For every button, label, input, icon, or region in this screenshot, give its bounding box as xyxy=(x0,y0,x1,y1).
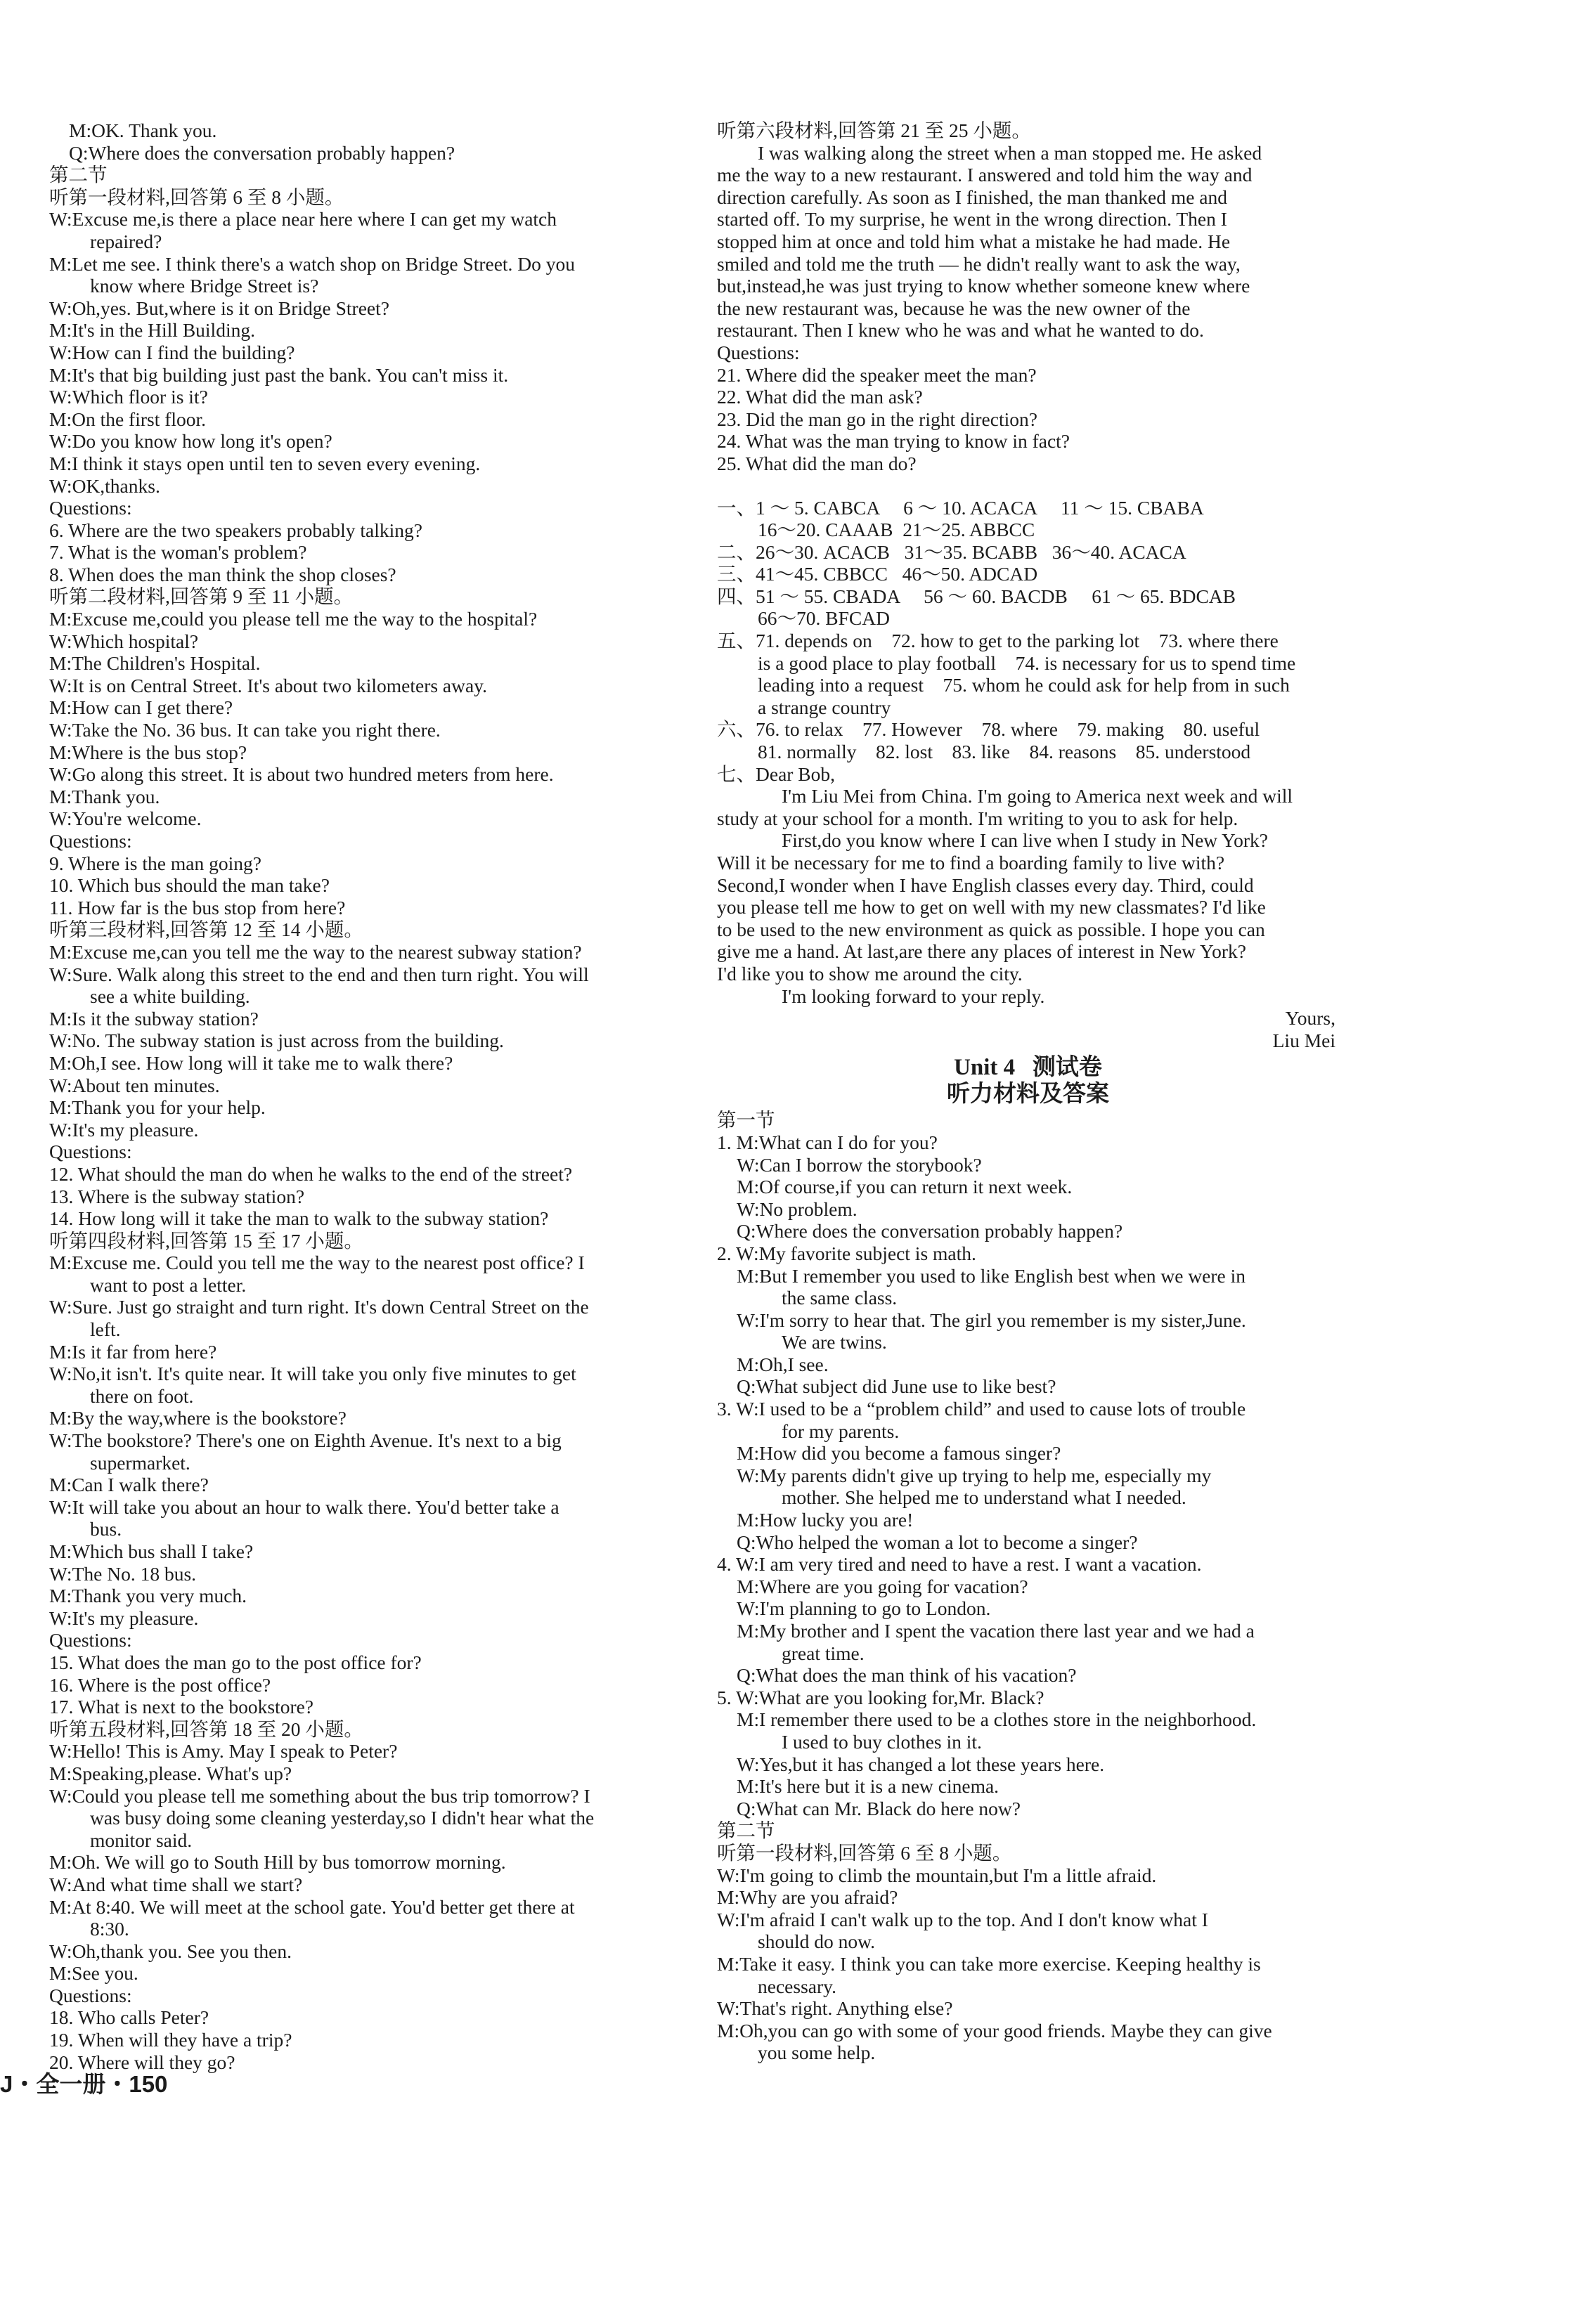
text-line: 17. What is next to the bookstore? xyxy=(49,1696,314,1718)
text-line: W:How can I find the building? xyxy=(49,341,295,363)
text-line: M:Is it the subway station? xyxy=(49,1007,259,1030)
text-line: M:I remember there used to be a clothes store in the neighborhood. xyxy=(737,1708,1257,1731)
text-line: M:Speaking,please. What's up? xyxy=(49,1762,292,1784)
text-line: 6. Where are the two speakers probably talking? xyxy=(49,519,422,541)
text-line: 听第一段材料,回答第 6 至 8 小题。 xyxy=(49,186,344,208)
text-line: Q:What can Mr. Black do here now? xyxy=(737,1797,1021,1819)
text-line: M:I think it stays open until ten to seven every evening. xyxy=(49,452,481,474)
text-line: Questions: xyxy=(49,1141,132,1163)
text-line: 5. W:What are you looking for,Mr. Black? xyxy=(717,1686,1044,1708)
text-line: M:Let me see. I think there's a watch shop on Bridge Street. Do you xyxy=(49,252,576,275)
text-line: W:No,it isn't. It's quite near. It will take you only five minutes to get xyxy=(49,1363,576,1385)
text-line: 12. What should the man do when he walks to the end of the street? xyxy=(49,1162,573,1185)
left-column xyxy=(49,119,675,2073)
text-line: First,do you know where I can live when I study in New York? xyxy=(782,829,1268,852)
text-line: 二、26～30. ACACB 31～35. BCABB 36～40. ACACA xyxy=(717,540,1186,563)
text-line: W:I'm sorry to hear that. The girl you remember is my sister,June. xyxy=(737,1309,1246,1331)
text-line: M:How lucky you are! xyxy=(737,1509,914,1531)
text-line: me the way to a new restaurant. I answered and told him the way and xyxy=(717,164,1253,186)
text-line: 7. What is the woman's problem? xyxy=(49,541,307,564)
text-line: the same class. xyxy=(782,1287,898,1309)
text-line: 8. When does the man think the shop closes? xyxy=(49,563,396,585)
text-line: M:OK. Thank you. xyxy=(69,119,217,141)
text-line: know where Bridge Street is? xyxy=(90,275,319,297)
text-line: 21. Where did the speaker meet the man? xyxy=(717,363,1037,386)
text-line: M:Excuse me. Could you tell me the way to the nearest post office? I xyxy=(49,1252,585,1274)
text-line: M:Excuse me,can you tell me the way to the nearest subway station? xyxy=(49,940,582,963)
text-line: repaired? xyxy=(90,230,162,252)
text-line: M:Excuse me,could you please tell me the way to the hospital? xyxy=(49,608,538,630)
text-line: M:Where are you going for vacation? xyxy=(737,1575,1028,1597)
text-line: 15. What does the man go to the post office for? xyxy=(49,1651,422,1673)
text-line: the new restaurant was, because he was the new owner of the xyxy=(717,297,1191,319)
text-line: W:It will take you about an hour to walk there. You'd better take a xyxy=(49,1495,559,1518)
text-line: 18. Who calls Peter? xyxy=(49,2006,209,2029)
text-line: direction carefully. As soon as I finished, the man thanked me and xyxy=(717,186,1227,208)
text-line: W:Take the No. 36 bus. It can take you right there. xyxy=(49,719,441,741)
text-line: 81. normally 82. lost 83. like 84. reasons 85. understood xyxy=(758,741,1251,763)
text-line: M:But I remember you used to like English best when we were in xyxy=(737,1264,1246,1287)
text-line: We are twins. xyxy=(782,1331,887,1353)
text-line: necessary. xyxy=(758,1975,836,1997)
text-line: 11. How far is the bus stop from here? xyxy=(49,896,346,918)
text-line: 2. W:My favorite subject is math. xyxy=(717,1242,976,1264)
text-line: Q:What does the man think of his vacation? xyxy=(737,1664,1077,1687)
text-line: should do now. xyxy=(758,1930,876,1953)
text-line: 22. What did the man ask? xyxy=(717,386,923,408)
text-line: W:I'm planning to go to London. xyxy=(737,1597,991,1620)
text-line: M:On the first floor. xyxy=(49,408,207,430)
text-line: I'm Liu Mei from China. I'm going to America next week and will xyxy=(782,785,1293,807)
text-line: M:It's that big building just past the bank. You can't miss it. xyxy=(49,363,509,386)
text-line: for my parents. xyxy=(782,1420,900,1442)
text-line: W:Could you please tell me something about the bus trip tomorrow? I xyxy=(49,1784,590,1807)
unit-subtitle: 听力材料及答案 xyxy=(947,1082,1109,1108)
text-line: 16. Where is the post office? xyxy=(49,1673,271,1696)
text-line: 1. M:What can I do for you? xyxy=(717,1131,938,1153)
text-line: W:Which hospital? xyxy=(49,630,199,652)
text-line: was busy doing some cleaning yesterday,so I didn't hear what the xyxy=(90,1807,595,1829)
text-line: 听第一段材料,回答第 6 至 8 小题。 xyxy=(717,1841,1012,1864)
section-gap xyxy=(717,475,1339,497)
text-line: supermarket. xyxy=(90,1451,190,1474)
right-column xyxy=(717,119,1339,2064)
text-line: I was walking along the street when a man stopped me. He asked xyxy=(758,141,1262,164)
text-line: 13. Where is the subway station? xyxy=(49,1185,305,1207)
letter-signature: Liu Mei xyxy=(1272,1029,1335,1051)
text-line: M:See you. xyxy=(49,1962,138,1985)
text-line: you some help. xyxy=(758,2041,876,2064)
text-line: M:At 8:40. We will meet at the school gate. You'd better get there at xyxy=(49,1895,575,1918)
text-line: 19. When will they have a trip? xyxy=(49,2029,292,2051)
text-line: to be used to the new environment as quick as possible. I hope you can xyxy=(717,918,1265,940)
text-line: W:Oh,thank you. See you then. xyxy=(49,1940,292,1962)
text-line: you please tell me how to get on well with my new classmates? I'd like xyxy=(717,896,1266,918)
text-line: M:It's here but it is a new cinema. xyxy=(737,1775,999,1798)
text-line: M:Where is the bus stop? xyxy=(49,741,247,763)
text-line: M:Thank you very much. xyxy=(49,1585,247,1607)
text-line: 3. W:I used to be a “problem child” and used to cause lots of trouble xyxy=(717,1398,1246,1420)
text-line: M:The Children's Hospital. xyxy=(49,652,261,675)
text-line: M:My brother and I spent the vacation there last year and we had a xyxy=(737,1620,1255,1642)
text-line: W:I'm afraid I can't walk up to the top. And I don't know what I xyxy=(717,1908,1208,1930)
text-line: study at your school for a month. I'm writing to you to ask for help. xyxy=(717,807,1238,829)
text-line: 第一节 xyxy=(717,1109,775,1131)
text-line: restaurant. Then I knew who he was and what he wanted to do. xyxy=(717,319,1204,342)
text-line: I used to buy clothes in it. xyxy=(782,1730,982,1753)
text-line: W:The No. 18 bus. xyxy=(49,1562,197,1585)
text-line: W:That's right. Anything else? xyxy=(717,1997,953,2020)
text-line: W:It's my pleasure. xyxy=(49,1118,199,1141)
text-line: W:About ten minutes. xyxy=(49,1074,220,1096)
text-line: 10. Which bus should the man take? xyxy=(49,874,330,897)
text-line: there on foot. xyxy=(90,1384,194,1407)
text-line: W:Sure. Walk along this street to the end and then turn right. You will xyxy=(49,963,589,985)
text-line: 16～20. CAAAB 21～25. ABBCC xyxy=(758,519,1035,541)
text-line: great time. xyxy=(782,1642,865,1664)
text-line: M:Oh. We will go to South Hill by bus tomorrow morning. xyxy=(49,1851,506,1874)
text-line: W:I'm going to climb the mountain,but I'm a little afraid. xyxy=(717,1864,1157,1886)
text-line: W:OK,thanks. xyxy=(49,474,160,497)
text-line: M:Thank you. xyxy=(49,785,160,807)
text-line: M:Oh,you can go with some of your good friends. Maybe they can give xyxy=(717,2019,1272,2041)
text-line: W:It is on Central Street. It's about two kilometers away. xyxy=(49,674,488,696)
text-line: 24. What was the man trying to know in fact? xyxy=(717,430,1070,453)
text-line: W:Hello! This is Amy. May I speak to Peter? xyxy=(49,1740,398,1763)
page-footer: J・全一册・150 xyxy=(0,2071,168,2097)
unit-title: Unit 4 测试卷 xyxy=(954,1055,1102,1081)
text-line: smiled and told me the truth — he didn't really want to ask the way, xyxy=(717,252,1241,275)
text-line: left. xyxy=(90,1318,121,1341)
text-line: monitor said. xyxy=(90,1829,193,1851)
listening-material-six xyxy=(717,119,1339,475)
text-line: 四、51 ～ 55. CBADA 56 ～ 60. BACDB 61 ～ 65. BDCAB xyxy=(717,585,1236,607)
text-line: W:Excuse me,is there a place near here where I can get my watch xyxy=(49,208,557,231)
text-line: W:Oh,yes. But,where is it on Bridge Street? xyxy=(49,297,389,319)
text-line: 听第四段材料,回答第 15 至 17 小题。 xyxy=(49,1229,363,1252)
text-line: Second,I wonder when I have English classes every day. Third, could xyxy=(717,874,1254,896)
text-line: W:You're welcome. xyxy=(49,807,202,830)
text-line: W:Yes,but it has changed a lot these years here. xyxy=(737,1753,1105,1775)
text-line: a strange country xyxy=(758,696,891,718)
text-line: 第二节 xyxy=(717,1819,775,1842)
text-line: M:Oh,I see. How long will it take me to walk there? xyxy=(49,1051,453,1074)
text-line: Questions: xyxy=(49,497,132,519)
text-line: Questions: xyxy=(49,1984,132,2006)
text-line: 第二节 xyxy=(49,164,108,186)
text-line: W:No problem. xyxy=(737,1197,858,1220)
text-line: M:Can I walk there? xyxy=(49,1474,209,1496)
answer-key xyxy=(717,497,1339,1008)
text-line: see a white building. xyxy=(90,985,250,1008)
text-line: 8:30. xyxy=(90,1918,129,1940)
text-line: 七、Dear Bob, xyxy=(717,762,836,785)
text-line: 66～70. BFCAD xyxy=(758,607,890,630)
text-line: W:No. The subway station is just across from the building. xyxy=(49,1030,504,1052)
text-line: W:Can I borrow the storybook? xyxy=(737,1153,982,1176)
text-line: 25. What did the man do? xyxy=(717,452,917,474)
text-line: Q:Who helped the woman a lot to become a singer? xyxy=(737,1531,1138,1553)
text-line: W:Which floor is it? xyxy=(49,386,208,408)
text-line: 14. How long will it take the man to walk to the subway station? xyxy=(49,1207,549,1230)
text-line: Q:What subject did June use to like best? xyxy=(737,1375,1056,1398)
text-line: 一、1 ～ 5. CABCA 6 ～ 10. ACACA 11 ～ 15. CBABA xyxy=(717,496,1204,519)
text-line: 23. Did the man go in the right direction? xyxy=(717,408,1037,430)
text-line: Questions: xyxy=(717,341,800,363)
text-line: W:My parents didn't give up trying to help me, especially my xyxy=(737,1464,1212,1486)
text-line: M:Which bus shall I take? xyxy=(49,1540,254,1562)
text-line: bus. xyxy=(90,1518,122,1540)
text-line: is a good place to play football 74. is necessary for us to spend time xyxy=(758,651,1296,674)
text-line: M:Thank you for your help. xyxy=(49,1096,266,1119)
text-line: 五、71. depends on 72. how to get to the parking lot 73. where there xyxy=(717,630,1279,652)
text-line: M:Take it easy. I think you can take more exercise. Keeping healthy is xyxy=(717,1952,1261,1975)
text-line: 听第三段材料,回答第 12 至 14 小题。 xyxy=(49,918,363,941)
text-line: but,instead,he was just trying to know whether someone knew where xyxy=(717,275,1250,297)
text-line: leading into a request 75. whom he could ask for help from in such xyxy=(758,674,1290,696)
text-line: Questions: xyxy=(49,1629,132,1651)
text-line: I'd like you to show me around the city. xyxy=(717,962,1023,985)
letter-closing: Yours, xyxy=(1285,1007,1335,1030)
text-line: M:How did you become a famous singer? xyxy=(737,1442,1061,1465)
text-line: started off. To my surprise, he went in the wrong direction. Then I xyxy=(717,208,1227,231)
text-line: M:Is it far from here? xyxy=(49,1340,217,1363)
text-line: M:Oh,I see. xyxy=(737,1353,829,1375)
text-line: M:It's in the Hill Building. xyxy=(49,319,255,342)
text-line: M:Why are you afraid? xyxy=(717,1886,898,1909)
text-line: stopped him at once and told him what a mistake he had made. He xyxy=(717,230,1231,252)
text-line: W:Go along this street. It is about two hundred meters from here. xyxy=(49,763,554,786)
text-line: 六、76. to relax 77. However 78. where 79. making 80. useful xyxy=(717,718,1260,741)
text-line: give me a hand. At last,are there any places of interest in New York? xyxy=(717,940,1246,963)
unit4-listening xyxy=(717,1109,1339,2064)
text-line: W:And what time shall we start? xyxy=(49,1873,303,1895)
text-line: W:The bookstore? There's one on Eighth Avenue. It's next to a big xyxy=(49,1429,562,1452)
text-line: M:Of course,if you can return it next week. xyxy=(737,1176,1073,1198)
text-line: W:It's my pleasure. xyxy=(49,1606,199,1629)
text-line: M:How can I get there? xyxy=(49,696,233,719)
text-line: Questions: xyxy=(49,830,132,852)
text-line: 4. W:I am very tired and need to have a rest. I want a vacation. xyxy=(717,1553,1202,1576)
text-line: 听第二段材料,回答第 9 至 11 小题。 xyxy=(49,585,354,608)
text-line: Q:Where does the conversation probably happen? xyxy=(69,141,455,164)
text-line: W:Do you know how long it's open? xyxy=(49,430,332,453)
text-line: 9. Where is the man going? xyxy=(49,852,261,874)
text-line: Q:Where does the conversation probably happen? xyxy=(737,1220,1123,1242)
text-line: 听第六段材料,回答第 21 至 25 小题。 xyxy=(717,119,1031,141)
text-line: M:By the way,where is the bookstore? xyxy=(49,1407,347,1429)
text-line: 听第五段材料,回答第 18 至 20 小题。 xyxy=(49,1718,363,1740)
text-line: 三、41～45. CBBCC 46～50. ADCAD xyxy=(717,563,1038,585)
text-line: Will it be necessary for me to find a boarding family to live with? xyxy=(717,852,1225,874)
text-line: W:Sure. Just go straight and turn right. It's down Central Street on the xyxy=(49,1296,589,1318)
text-line: mother. She helped me to understand what I needed. xyxy=(782,1486,1186,1509)
text-line: I'm looking forward to your reply. xyxy=(782,985,1045,1007)
text-line: want to post a letter. xyxy=(90,1273,247,1296)
text-line: 20. Where will they go? xyxy=(49,2051,235,2073)
